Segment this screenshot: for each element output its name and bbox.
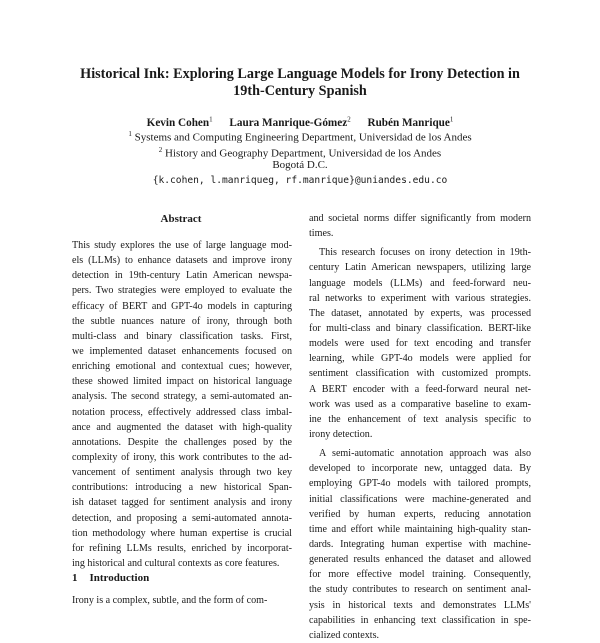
text-line: This research focuses on irony detection in 19th- [319,247,531,259]
text-line: annotations. Despite the challenges posed by the [72,436,292,448]
text-line: pers. Two strategies were employed to evaluate the [72,285,292,297]
author-emails: {k.cohen, l.manriqueg, rf.manrique}@uniandes.edu.co [152,175,448,186]
section-heading-introduction [72,571,149,585]
text-line: efficacy of BERT and GPT-4o models in capturing [72,300,292,312]
text-line: for multi-class and binary classification. BERT-like [309,322,531,334]
abstract-heading: Abstract [160,213,202,225]
text-line: time and effort while maintaining high-quality stan- [309,523,531,535]
right-column [309,211,531,643]
text-line: notation process, effectively addressed class imbal- [72,406,292,418]
text-line: the study contributes to research on sentiment anal- [309,584,531,596]
affil-text: Systems and Computing Engineering Department, Universidad de los Andes [134,131,472,144]
abstract-body [72,238,292,571]
affil-text: History and Geography Department, Universidad de los Andes [165,147,442,160]
text-line: ysis in historical texts and demonstrates LLMs' [309,599,531,611]
text-line: models were used for text encoding and transfer [309,338,531,350]
text-line: ing historical and cultural contexts as core features. [72,557,280,569]
location: Bogotá D.C. [272,159,328,171]
text-line: century Latin American newspapers, utilizing large [309,262,531,274]
text-line: ish dataset tagged for sentiment analysis and irony [72,497,292,509]
text-line: verified by human experts, reducing annotation [309,508,531,520]
text-line: vancement of sentiment analysis through two key [72,467,292,479]
text-line: multi-class and binary classification tasks. First, [72,330,292,342]
intro-first-line: Irony is a complex, subtle, and the form of com- [72,595,268,606]
text-line: employing GPT-4o models with tailored prompts, [309,478,531,490]
text-line: we implemented dataset enhancements focused on [72,345,292,357]
text-line: these showed limited impact on historical language [72,376,292,388]
text-line: irony detection. [309,428,373,440]
text-line: enriching emotional and contextual cues; however, [72,361,292,373]
author-affil-mark: 2 [347,115,351,123]
affil-mark: 2 [158,146,163,154]
text-line: the subtle nuances nature of irony, through both [72,315,292,327]
text-line: work was used as a comparative baseline to exam- [309,398,531,410]
text-line: detection in 19th-century Latin American newspa- [72,270,292,282]
text-line: developed to incorporate new, untagged data. By [309,463,531,475]
text-line: This study explores the use of large language mod- [72,240,292,251]
text-line: cialized contexts. [309,629,380,641]
text-line: ance and augmented the dataset with high-quality [72,421,292,433]
text-line: ine the enhancement of text analysis specific to [309,413,531,425]
text-line: complexity of irony, this work contributes to the ad- [72,451,292,463]
text-line: detection, and proposing a semi-automated annota- [72,512,292,524]
title-line-2: 19th-Century Spanish [233,83,367,99]
text-line: language models (LLMs) and feed-forward neu- [309,277,531,289]
text-line: initial classifications were machine-generated and [309,493,531,505]
text-line: The dataset, annotated by experts, was processed [309,307,531,319]
author-name: Laura Manrique-Gómez [229,116,348,129]
text-line: ral networks to experiment with various strategies. [309,292,531,304]
text-line: els (LLMs) to enhance datasets and improve irony [72,255,292,267]
text-line: and societal norms differ significantly from modern [309,213,531,224]
author-affil-mark: 1 [209,115,213,123]
text-line: for more effective model training. Consequently, [309,569,531,581]
author-name: Rubén Manrique [367,116,450,129]
text-line: dards. Integrating human expertise with machine- [309,538,531,550]
text-line: analysis. The second strategy, a semi-automated an- [72,391,292,403]
affil-mark: 1 [128,130,132,138]
author-name: Kevin Cohen [146,116,210,129]
affiliation-1 [40,127,560,145]
text-line: capabilities in enhancing text classification in spe- [309,614,531,626]
section-number: 1 [72,572,78,584]
text-line: generated results enhanced the dataset and allowed [309,554,531,566]
text-line: sentiment classification with customized prompts. [309,368,531,380]
text-line: A semi-automatic annotation approach was also [319,448,531,460]
text-line: times. [309,228,334,240]
title-line-1: Historical Ink: Exploring Large Language Models for Irony Detection in [80,66,520,82]
text-line: contributions: introducing a new historical Span- [72,482,292,494]
paper-title [40,66,560,100]
text-line: A BERT encoder with a feed-forward neural net- [309,383,531,395]
author-affil-mark: 1 [449,115,454,123]
section-title: Introduction [89,572,150,584]
text-line: tion methodology where human expertise is crucial [72,527,292,539]
text-line: for refining LLMs results, enriched by incorporat- [72,542,292,554]
text-line: learning, while GPT-4o models were applied for [309,353,531,365]
